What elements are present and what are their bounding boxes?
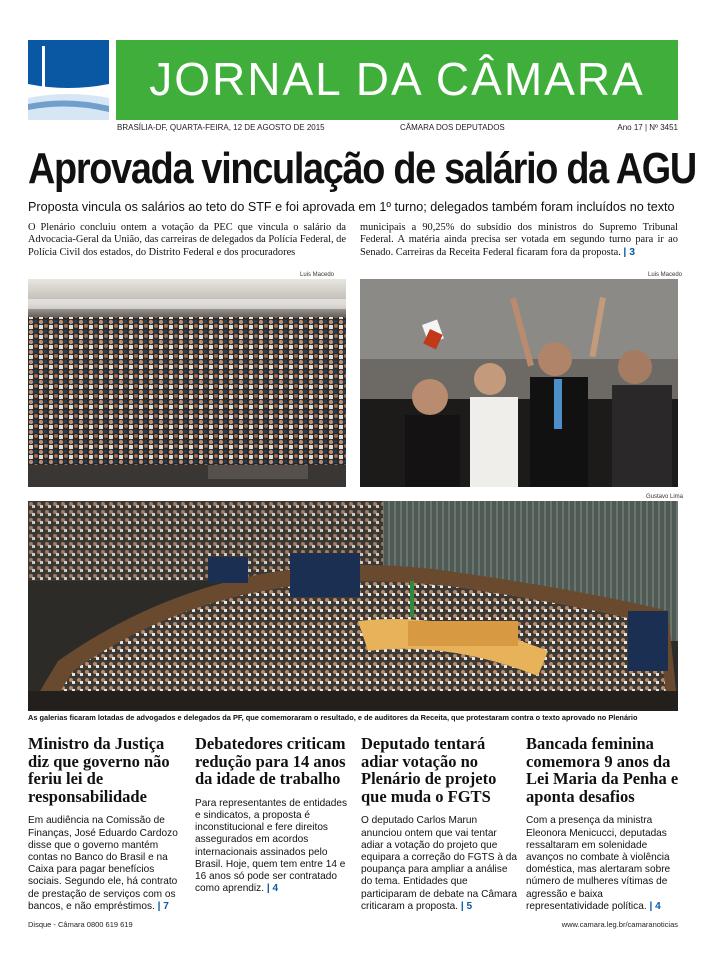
page-reference: | 7 bbox=[157, 900, 169, 912]
main-headline: Aprovada vinculação de salário da AGU bbox=[28, 144, 696, 193]
page-reference: | 4 bbox=[266, 883, 279, 895]
story-body: Em audiência na Comissão de Finanças, José Eduardo Cardozo disse que o governo mantém contas no Banco do Brasil e na Caixa para pagar benefícios sociais. Segundo ele, há contrato de prestação de serviços com os bancos, e não empréstimos. | 7 bbox=[28, 815, 178, 912]
lead-text-2: municipais a 90,25% do subsídio dos ministros do Supremo Tribunal Federal. A matéria ainda precisa ser votada em segundo turno para ir ao Senado. Carreiras da Receita Federal ficaram fora da proposta. bbox=[360, 222, 678, 258]
footer-phone: Disque - Câmara 0800 619 619 bbox=[28, 920, 133, 929]
story-working-age bbox=[195, 735, 353, 895]
paper-title: JORNAL DA CÂMARA bbox=[149, 53, 645, 105]
page-reference: | 3 bbox=[623, 246, 635, 258]
photo-gallery-crowd bbox=[28, 279, 346, 487]
page-reference: | 5 bbox=[460, 900, 473, 912]
lead-column-2 bbox=[360, 222, 678, 259]
story-title: Ministro da Justiça diz que governo não feriu lei de responsabilidade bbox=[28, 734, 170, 806]
story-body: Para representantes de entidades e sindicatos, a proposta é inconstitucional e fere direitos assegurados em acordos internacionais assinados pelo Brasil. Hoje, quem tem entre 14 e 16 anos só pode ser contratado como aprendiz. | 4 bbox=[195, 797, 348, 895]
main-subhead: Proposta vincula os salários ao teto do STF e foi aprovada em 1º turno; delegados também foram incluídos no texto bbox=[28, 200, 675, 214]
page-reference: | 4 bbox=[649, 900, 661, 912]
photo-plenary bbox=[28, 501, 678, 711]
camara-logo bbox=[28, 40, 109, 120]
story-body: O deputado Carlos Marun anunciou ontem que vai tentar adiar a votação do projeto que equipara a correção do FGTS à da poupança para ampliar a análise do tema. Entidades que participaram de debate na Câmara criticaram a proposta. | 5 bbox=[361, 815, 517, 912]
lead-text-1: O Plenário concluiu ontem a votação da PEC que vincula o salário da Advocacia-Geral da União, das carreiras de delegados da Polícia Federal, de Polícia Civil dos estados, do Distrito Federal e dos procuradores bbox=[28, 222, 346, 258]
masthead bbox=[28, 40, 678, 120]
story-fgts bbox=[361, 735, 519, 913]
photo-credit-1: Luis Macedo bbox=[300, 272, 335, 278]
story-body: Com a presença da ministra Eleonora Menicucci, deputadas ressaltaram em solenidade avanços no combate à violência doméstica, mas alertaram sobre número de mulheres vítimas de agressão e baixa representatividade política. | 4 bbox=[526, 815, 671, 912]
publisher: CÂMARA DOS DEPUTADOS bbox=[400, 123, 505, 132]
story-justice-minister bbox=[28, 735, 186, 913]
lead-column-1 bbox=[28, 222, 346, 259]
footer-website[interactable]: www.camara.leg.br/camaranoticias bbox=[561, 920, 678, 929]
photo-credit-3: Gustavo Lima bbox=[646, 494, 684, 500]
story-title: Debatedores criticam redução para 14 anos da idade de trabalho bbox=[195, 734, 346, 789]
photo-caption: As galerias ficaram lotadas de advogados e delegados da PF, que comemoraram o resultado, e de auditores da Receita, que protestaram contra o texto aprovado no Plenário bbox=[28, 713, 638, 722]
story-title: Bancada feminina comemora 9 anos da Lei Maria da Penha e aponta desafios bbox=[526, 734, 679, 806]
issue-number: Ano 17 | Nº 3451 bbox=[617, 123, 678, 132]
story-maria-da-penha bbox=[526, 735, 684, 913]
story-title: Deputado tentará adiar votação no Plenário de projeto que muda o FGTS bbox=[361, 734, 497, 806]
title-band bbox=[116, 40, 678, 120]
dateline: BRASÍLIA-DF, QUARTA-FEIRA, 12 DE AGOSTO DE 2015 bbox=[117, 123, 325, 132]
photo-celebration bbox=[360, 279, 678, 487]
photo-credit-2: Luis Macedo bbox=[648, 272, 683, 278]
